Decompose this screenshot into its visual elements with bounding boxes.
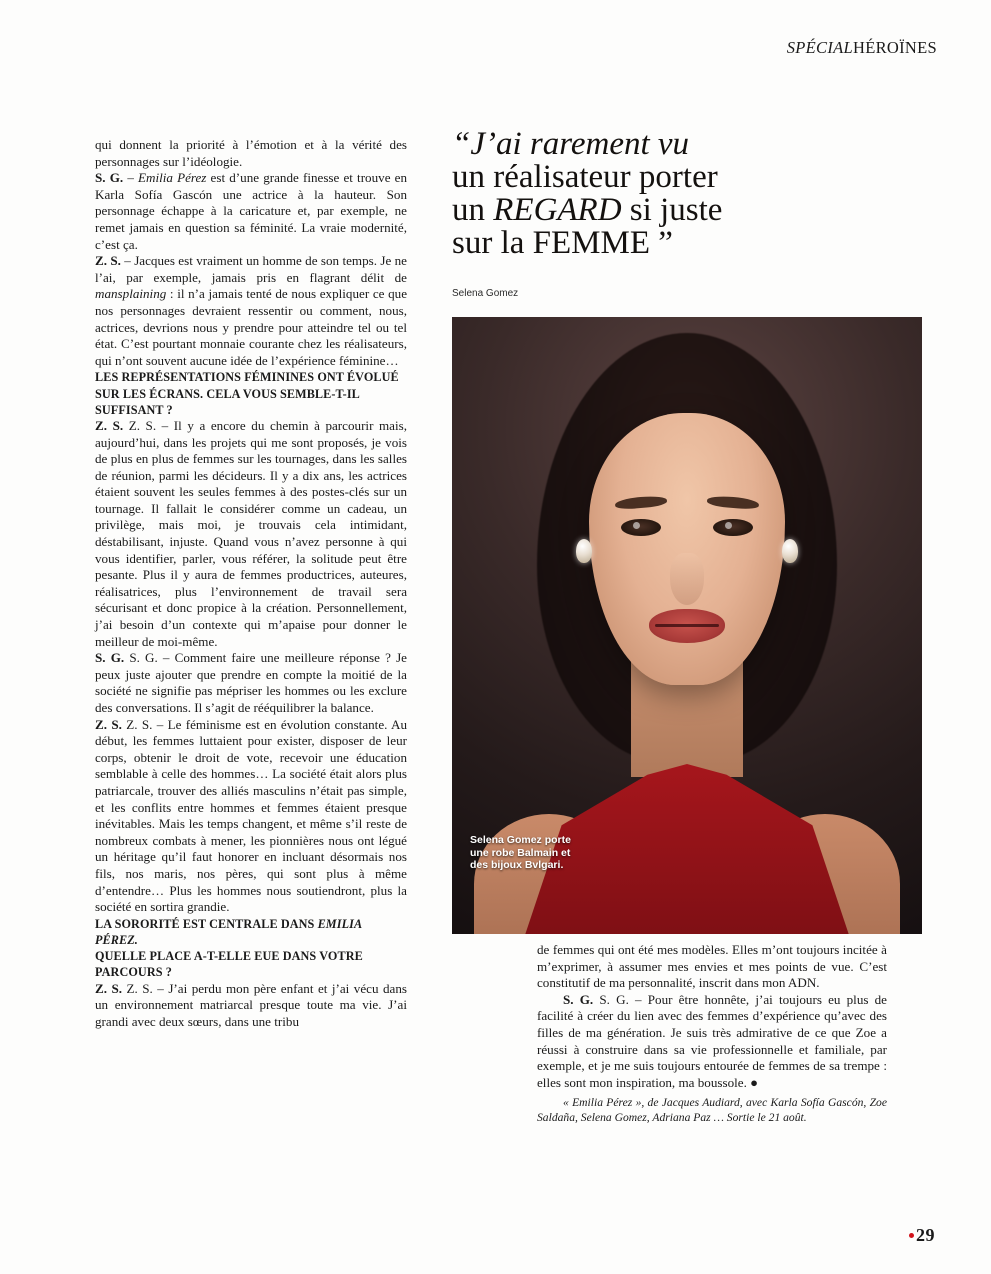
eyebrow-right	[707, 495, 760, 510]
left-text-column	[95, 137, 407, 1030]
headline-line-3-post: si juste	[621, 192, 723, 228]
paragraph-text: Z. S. – Il y a encore du chemin à parcourir mais, aujourd’hui, dans les projets qui me sont proposés, je vois de plus en plus de femmes sur les tournages, dans les salles de réunion, parmi les décideurs. Il y a dix ans, les actrices étaient souvent les seules femmes à des postes-clés sur un tournage. Il fallait le considérer comme un cadeau, un privilège, mais moi, je trouvais cela intimidant, déstabilisant, injuste. Quand vous n’avez personne à qui vous identifier, parler, vous référer, la solitude peut être pesante. Plus il y aura de femmes productrices, auteures, réalisatrices, plus l’environnement de travail sera sécurisant et donc propice à la création. Personnellement, j’ai besoin d’un contexte qui m’apaise pour donner le meilleur de moi-même.	[95, 417, 408, 649]
paragraph	[95, 137, 407, 170]
face-shape	[589, 413, 785, 685]
eye-left	[621, 519, 661, 536]
speaker-label: Z. S.	[95, 417, 129, 433]
nose-shape	[670, 553, 704, 605]
earring-left-icon	[576, 539, 592, 563]
interview-question-1: LES REPRÉSENTATIONS FÉMININES ONT ÉVOLUÉ SUR LES ÉCRANS. CELA VOUS SEMBLE-T-IL SUFFISANT ?	[95, 370, 399, 417]
headline-line-2: un réalisateur porter	[452, 159, 718, 195]
paragraph-text: S. G. – Pour être honnête, j’ai toujours eu plus de facilité à créer du lien avec des femmes d’expérience qu’avec des filles de ma génération. Je suis très admirative de ce que Zoe a réussi à construire dans sa vie professionnelle et familiale, par exemple, et je me suis toujours entourée de femmes de sa trempe : elles sont mon inspiration, ma boussole. ●	[537, 991, 887, 1090]
interview-question-2	[95, 916, 407, 981]
paragraph: de femmes qui ont été mes modèles. Elles m’ont toujours incitée à m’exprimer, à assumer mes envies et mes points de vue. C’est constitutif de ma personnalité, inscrit dans mon ADN.	[537, 942, 887, 991]
speaker-label: Z. S.	[95, 253, 125, 269]
paragraph	[95, 170, 407, 253]
headline-line-4: sur la FEMME ”	[452, 225, 673, 261]
speaker-label: S. G.	[563, 991, 600, 1007]
page-folio	[909, 1225, 935, 1246]
header-special: SPÉCIAL	[786, 38, 854, 57]
headline-credit: Selena Gomez	[452, 288, 519, 299]
speaker-label: Z. S.	[95, 980, 127, 996]
pull-quote-headline	[452, 128, 922, 260]
paragraph-text: S. G. – Comment faire une meilleure réponse ? Je peux juste ajouter que prendre en compte la moitié de la société ne signifie pas mépriser les hommes ou les exclure des conversations. Il s’agit de rééquilibrer la balance.	[95, 650, 407, 716]
page-header	[787, 38, 937, 58]
paragraph	[95, 253, 407, 369]
header-heroines: HÉROÏNES	[853, 38, 937, 57]
paragraph-text: – Jacques est vraiment un homme de son temps. Je ne l’ai, par exemple, jamais pris en flagrant délit de mansplaining : il n’a jamais tenté de nous expliquer ce que nos personnages devraient ressentir ou comment, nous, actrices, devrions nous y prendre pour atteindre tel ou tel état. C’est pourtant monnaie courante chez les réalisateurs, qui n’ont souvent aucune idée de l’expérience féminine…	[95, 253, 407, 368]
paragraph-text: Z. S. – J’ai perdu mon père enfant et j’ai vécu dans un environnement matriarcal presque toute ma vie. J’ai grandi avec deux sœurs, dans une tribu	[95, 980, 407, 1029]
question-text-2: QUELLE PLACE A-T-ELLE EUE DANS VOTRE PARCOURS ?	[95, 949, 363, 980]
headline-line-3-pre: un	[452, 192, 494, 228]
headline-line-1: “J’ai rarement vu	[452, 126, 690, 162]
paragraph-text: Z. S. – Le féminisme est en évolution constante. Au début, les femmes luttaient pour exister, disposer de leur corps, obtenir le droit de vote, recevoir une éducation semblable à celle des hommes… La société était alors plus patriarcale, trouver des alliés masculins n’était pas simple, et les conflits entre hommes et femmes étaient presque inévitables. Mais les temps changent, et même s’il reste de nombreux combats à mener, les pionnières nous ont légué un héritage qu’il faut honorer en incluant désormais nos fils, nos maris, nos pères, qui sont plus à même d’entendre… Plus les hommes nous soutiendront, plus la société en sortira grandie.	[95, 716, 408, 915]
paragraph-text: – Emilia Pérez est d’une grande finesse et trouve en Karla Sofía Gascón une actrice à la hauteur. Son personnage échappe à la caricature et, par exemple, ne remet jamais en question sa féminité. La vraie modernité, c’est ça.	[95, 170, 408, 252]
headline-emphasis: REGARD	[493, 192, 622, 228]
photo-caption: Selena Gomez porte une robe Balmain et des bijoux Bvlgari.	[470, 834, 571, 872]
paragraph	[95, 717, 407, 916]
lips-shape	[649, 609, 725, 643]
folio-dot-icon	[909, 1233, 914, 1238]
eyebrow-left	[615, 495, 668, 510]
paragraph	[537, 992, 887, 1092]
speaker-label: Z. S.	[95, 716, 127, 732]
right-text-column	[537, 942, 887, 1125]
eye-right	[713, 519, 753, 536]
question-title: EMILIA PÉREZ.	[95, 916, 362, 947]
paragraph	[95, 418, 407, 650]
question-text: LA SORORITÉ EST CENTRALE DANS	[95, 916, 318, 931]
paragraph-text: qui donnent la priorité à l’émotion et à la vérité des personnages sur l’idéologie.	[95, 137, 407, 169]
paragraph	[95, 650, 407, 716]
paragraph	[95, 981, 407, 1031]
page-number: 29	[916, 1225, 935, 1245]
earring-right-icon	[782, 539, 798, 563]
speaker-label: S. G.	[95, 170, 128, 186]
portrait-photo	[452, 317, 922, 934]
speaker-label: S. G.	[95, 650, 130, 666]
headline-line-3	[452, 194, 922, 227]
article-endnote: « Emilia Pérez », de Jacques Audiard, avec Karla Sofía Gascón, Zoe Saldaña, Selena Gomez, Adriana Paz … Sortie le 21 août.	[537, 1096, 887, 1125]
